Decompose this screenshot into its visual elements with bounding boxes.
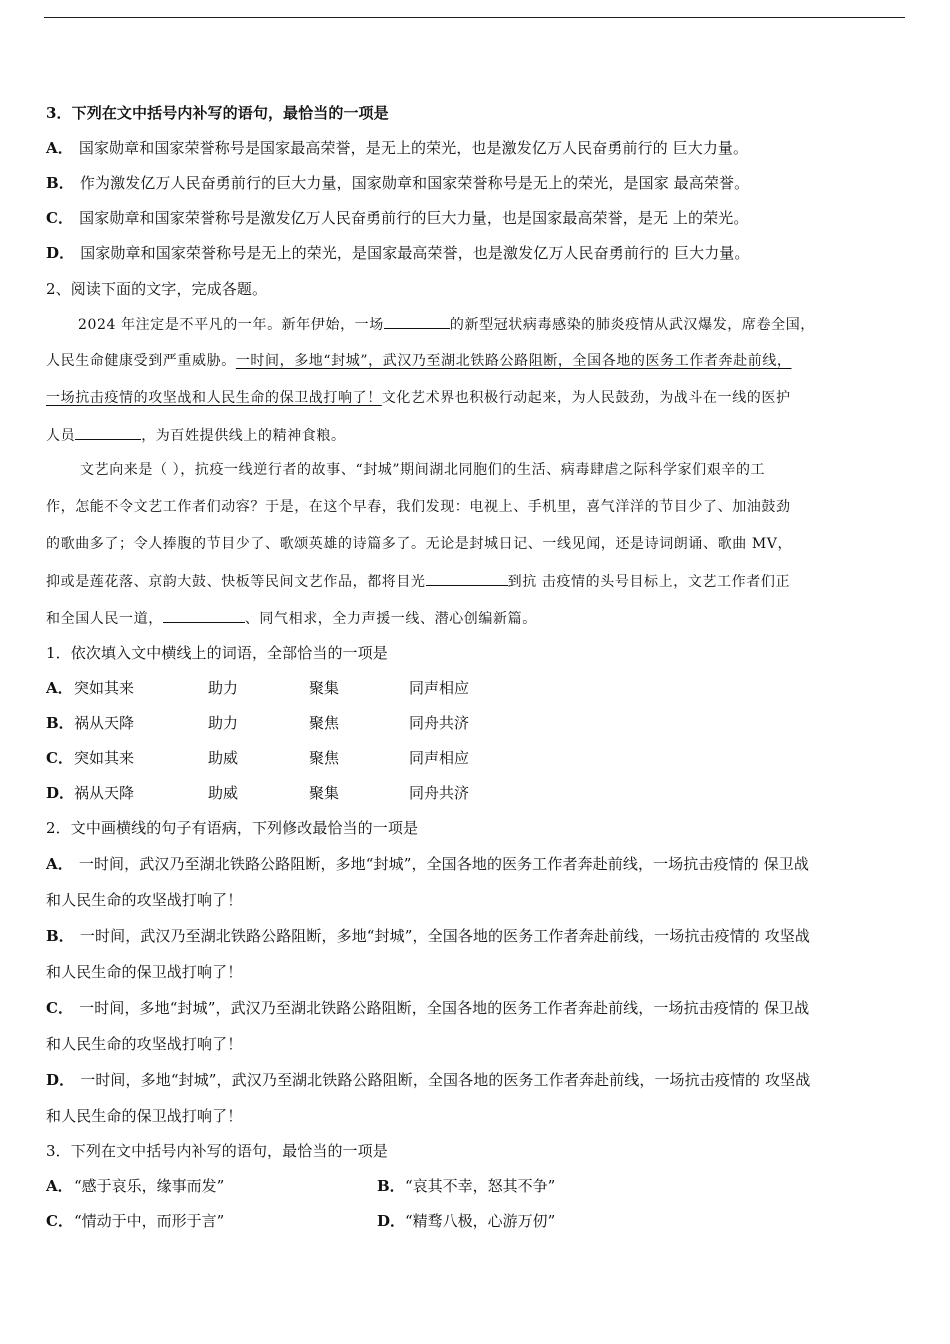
option-b: B． 一时间，武汉乃至湖北铁路公路阻断，多地“封城”，全国各地的医务工作者奔赴前线，一场抗击疫情的 攻坚战	[46, 927, 811, 945]
fill-blank	[163, 608, 245, 623]
passage-line: 的歌曲多了；令人捧腹的节目少了、歌颂英雄的诗篇多了。无论是封城日记、一线见闻，还是诗词朗诵、歌曲 MV，	[46, 536, 793, 552]
underlined-sentence: 一场抗击疫情的攻坚战和人民生命的保卫战打响了！	[46, 390, 382, 406]
passage-line: 抑或是莲花落、京韵大鼓、快板等民间文艺作品，都将目光 到抗 击疫情的头号目标上，文艺工作者们正	[46, 571, 906, 592]
question-stem: 1．依次填入文中横线上的词语，全部恰当的一项是	[46, 644, 388, 662]
passage-line: 2024 年注定是不平凡的一年。新年伊始，一场 的新型冠状病毒感染的肺炎疫情从武汉爆发，席卷全国，	[46, 314, 906, 335]
fill-blank	[384, 314, 450, 329]
underlined-sentence: 一时间，多地“封城”，武汉乃至湖北铁路公路阻断，全国各地的医务工作者奔赴前线，	[235, 353, 792, 369]
fill-blank	[426, 571, 508, 586]
option-d: D． 国家勋章和国家荣誉称号是无上的荣光，是国家最高荣誉，也是激发亿万人民奋勇前行的 巨大力量。	[46, 244, 750, 262]
option-d: D． 一时间，多地“封城”，武汉乃至湖北铁路公路阻断，全国各地的医务工作者奔赴前线，一场抗击疫情的 攻坚战	[46, 1071, 811, 1089]
section-heading: 2、阅读下面的文字，完成各题。	[46, 280, 268, 298]
question-stem: 2．文中画横线的句子有语病，下列修改最恰当的一项是	[46, 819, 419, 837]
header-rule	[44, 17, 905, 18]
question-stem: 3．下列在文中括号内补写的语句，最恰当的一项是	[46, 1142, 388, 1160]
passage-line: 作，怎能不令文艺工作者们动容？于是，在这个早春，我们发现：电视上、手机里，喜气洋洋的节目少了、加油鼓劲	[46, 499, 791, 515]
passage-line: 人民生命健康受到严重威胁。一时间，多地“封城”，武汉乃至湖北铁路公路阻断，全国各地的医务工作者奔赴前线，	[46, 353, 792, 369]
passage-line: 一场抗击疫情的攻坚战和人民生命的保卫战打响了！文化艺术界也积极行动起来，为人民鼓劲，为战斗在一线的医护	[46, 390, 791, 406]
option-d-continued: 和人民生命的保卫战打响了！	[46, 1107, 243, 1125]
option-b: B． 作为激发亿万人民奋勇前行的巨大力量，国家勋章和国家荣誉称号是无上的荣光，是国家 最高荣誉。	[46, 174, 750, 192]
option-b-continued: 和人民生命的保卫战打响了！	[46, 963, 243, 981]
fill-blank	[75, 425, 141, 440]
option-a: A． 国家勋章和国家荣誉称号是国家最高荣誉，是无上的荣光，也是激发亿万人民奋勇前行的 巨大力量。	[46, 139, 749, 157]
option-c: C． 国家勋章和国家荣誉称号是激发亿万人民奋勇前行的巨大力量，也是国家最高荣誉，是无 上的荣光。	[46, 209, 749, 227]
passage-line: 文艺向来是（ ），抗疫一线逆行者的故事、“封城”期间湖北同胞们的生活、病毒肆虐之际科学家们艰辛的工	[80, 462, 766, 478]
option-a-continued: 和人民生命的攻坚战打响了！	[46, 891, 243, 909]
question-stem: 3．下列在文中括号内补写的语句，最恰当的一项是	[46, 104, 389, 122]
passage-line: 和全国人民一道， 、同气相求，全力声援一线、潜心创编新篇。	[46, 608, 906, 629]
option-c: C． 一时间，多地“封城”，武汉乃至湖北铁路公路阻断，全国各地的医务工作者奔赴前线，一场抗击疫情的 保卫战	[46, 999, 810, 1017]
option-a: A． 一时间，武汉乃至湖北铁路公路阻断，多地“封城”，全国各地的医务工作者奔赴前线，一场抗击疫情的 保卫战	[46, 855, 809, 873]
passage-line: 人员 ，为百姓提供线上的精神食粮。	[46, 425, 906, 446]
option-c-continued: 和人民生命的攻坚战打响了！	[46, 1035, 243, 1053]
